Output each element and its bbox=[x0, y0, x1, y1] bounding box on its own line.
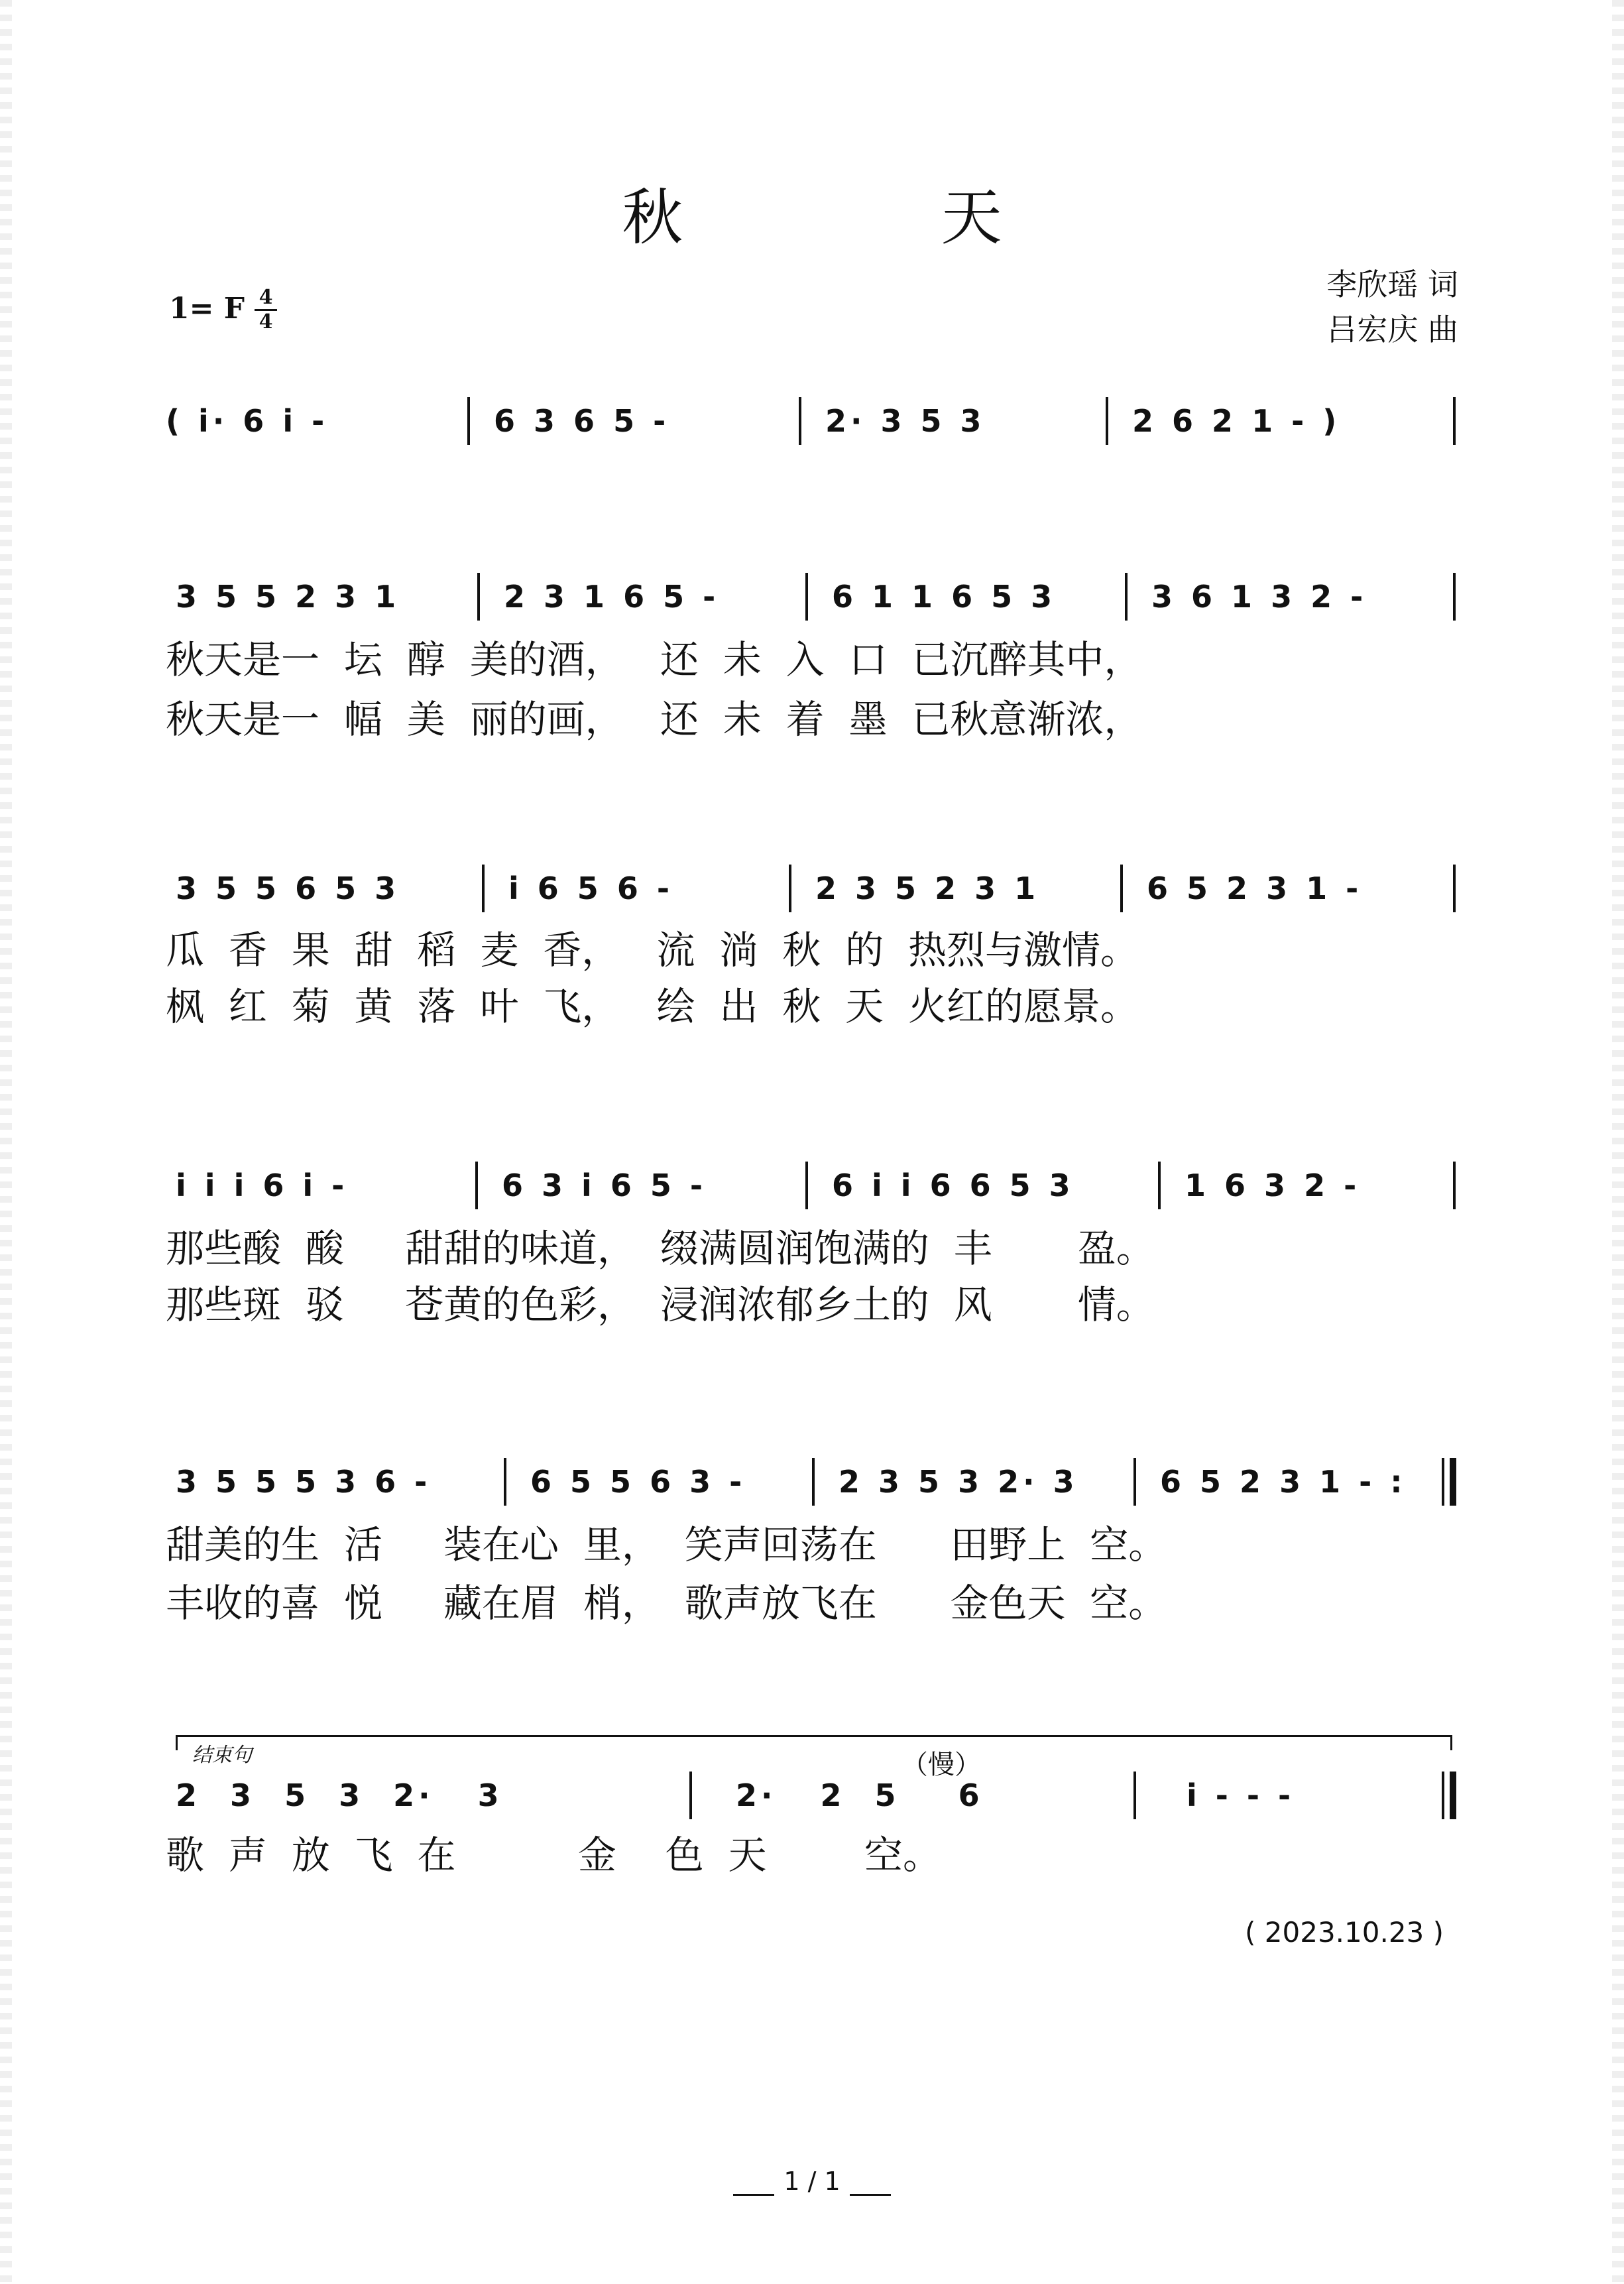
lyrics-verse-1: 那些酸 酸 甜甜的味道， 缀满圆润饱满的 丰 盈。 bbox=[166, 1226, 1155, 1271]
barline bbox=[689, 1772, 692, 1819]
measure: 2· 3 5 3 bbox=[825, 403, 986, 439]
barline bbox=[477, 573, 480, 621]
lyrics-verse-1: 瓜 香 果 甜 稻 麦 香， 流 淌 秋 的 热烈与激情。 bbox=[166, 928, 1139, 973]
ending-bracket bbox=[176, 1735, 1452, 1750]
staff-line-3 bbox=[166, 1159, 1458, 1212]
tempo-mark: （慢） bbox=[901, 1750, 981, 1780]
measure: 2 3 1 6 5 - bbox=[504, 579, 720, 615]
barline bbox=[1125, 573, 1128, 621]
barline bbox=[1120, 865, 1123, 912]
measure: 3 5 5 5 3 6 - bbox=[176, 1464, 432, 1500]
lyrics-verse-2: 丰收的喜 悦 藏在眉 梢， 歌声放飞在 金色天 空。 bbox=[166, 1581, 1167, 1626]
time-signature bbox=[255, 286, 277, 333]
staff-line-1 bbox=[166, 570, 1458, 623]
ending-label: 结束句 bbox=[192, 1744, 252, 1767]
date: ( 2023.10.23 ) bbox=[1245, 1916, 1444, 1949]
page-edge-right bbox=[1612, 0, 1624, 2284]
barline bbox=[467, 397, 470, 445]
measure: 2 3 5 3 2· 3 bbox=[176, 1777, 503, 1813]
lyrics-verse-1: 秋天是一 坛 醇 美的酒， 还 未 入 口 已沉醉其中， bbox=[166, 637, 1143, 682]
ending-lyrics: 歌 声 放 飞 在 金 色 天 空。 bbox=[166, 1833, 941, 1878]
lyrics-verse-2: 那些斑 驳 苍黄的色彩， 浸润浓郁乡土的 风 情。 bbox=[166, 1282, 1155, 1327]
ending-staff bbox=[166, 1769, 1458, 1822]
meter-top: 4 bbox=[259, 286, 273, 309]
measure: 6 3 i 6 5 - bbox=[502, 1168, 707, 1203]
measure: 2 3 5 3 2· 3 bbox=[839, 1464, 1078, 1500]
page-rule-left bbox=[733, 2194, 774, 2196]
measure: 3 5 5 6 5 3 bbox=[176, 871, 400, 906]
lyrics-verse-2: 秋天是一 幅 美 丽的画， 还 未 着 墨 已秋意渐浓， bbox=[166, 697, 1143, 742]
page-edge-left bbox=[0, 0, 12, 2284]
barline bbox=[812, 1458, 815, 1506]
song-title: 秋 天 bbox=[622, 182, 1122, 253]
barline bbox=[1453, 865, 1456, 912]
staff-line-2 bbox=[166, 862, 1458, 915]
intro-staff bbox=[166, 394, 1458, 448]
lyrics-verse-1: 甜美的生 活 装在心 里， 笑声回荡在 田野上 空。 bbox=[166, 1522, 1167, 1567]
measure: 2· 2 5 6 bbox=[736, 1777, 984, 1813]
page-number bbox=[0, 2167, 1624, 2196]
measure: i 6 5 6 - bbox=[508, 871, 673, 906]
lyricist: 李欣瑶 词 bbox=[1326, 267, 1458, 302]
barline bbox=[1106, 397, 1108, 445]
measure: 2 3 5 2 3 1 bbox=[815, 871, 1040, 906]
barline bbox=[504, 1458, 506, 1506]
barline bbox=[1453, 397, 1456, 445]
measure: 6 5 2 3 1 - : bbox=[1160, 1464, 1407, 1500]
measure: 3 6 1 3 2 - bbox=[1151, 579, 1367, 615]
barline bbox=[805, 1162, 808, 1209]
meter-bottom: 4 bbox=[255, 309, 277, 333]
measure: i - - - bbox=[1187, 1777, 1295, 1813]
lyrics-verse-2: 枫 红 菊 黄 落 叶 飞， 绘 出 秋 天 火红的愿景。 bbox=[166, 984, 1139, 1029]
staff-line-4 bbox=[166, 1455, 1458, 1508]
barline bbox=[475, 1162, 478, 1209]
barline bbox=[1133, 1772, 1136, 1819]
measure: 2 6 2 1 - ) bbox=[1132, 403, 1341, 439]
measure: ( i· 6 i - bbox=[166, 403, 329, 439]
barline bbox=[1453, 1162, 1456, 1209]
page-rule-right bbox=[850, 2194, 891, 2196]
measure: i i i 6 i - bbox=[176, 1168, 349, 1203]
measure: 6 5 2 3 1 - bbox=[1147, 871, 1363, 906]
measure: 6 i i 6 6 5 3 bbox=[832, 1168, 1074, 1203]
barline bbox=[1453, 573, 1456, 621]
credits bbox=[1326, 262, 1458, 352]
barline bbox=[1158, 1162, 1161, 1209]
composer: 吕宏庆 曲 bbox=[1326, 312, 1458, 347]
measure: 6 3 6 5 - bbox=[494, 403, 670, 439]
measure: 6 5 5 6 3 - bbox=[530, 1464, 746, 1500]
barline bbox=[1133, 1458, 1136, 1506]
measure: 6 1 1 6 5 3 bbox=[832, 579, 1057, 615]
barline bbox=[805, 573, 808, 621]
measure: 1 6 3 2 - bbox=[1185, 1168, 1361, 1203]
barline bbox=[482, 865, 485, 912]
page-label: 1 / 1 bbox=[783, 2167, 841, 2196]
key-signature: 1= F bbox=[169, 292, 245, 326]
barline bbox=[799, 397, 801, 445]
measure: 3 5 5 2 3 1 bbox=[176, 579, 400, 615]
barline bbox=[789, 865, 791, 912]
